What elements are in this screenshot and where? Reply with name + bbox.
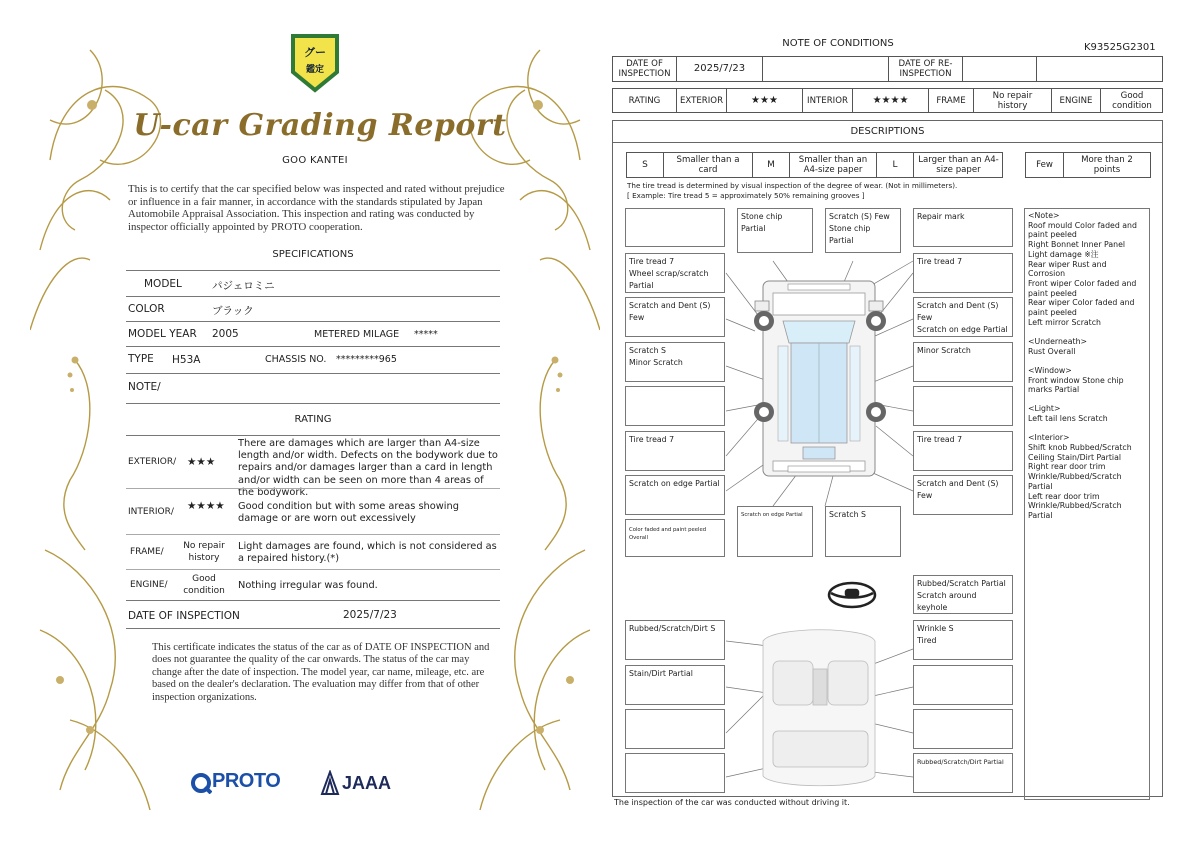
interior-description: Good condition but with some areas showing damage or are worn out excessively [238, 501, 459, 525]
condition-box-rear-edge: Scratch on edge Partial [737, 506, 813, 557]
condition-box-front-scratch: Scratch (S) Few Stone chip Partial [825, 208, 901, 253]
note-text: Shift knob Rubbed/Scratch Ceiling Stain/Dirt Partial Right rear door trim Wrinkle/Rubbed/Scratch Partial Left rear door trim Wrinkle/Rubbed/Scratch Partial [1028, 443, 1132, 520]
conditions-footer: The inspection of the car was conducted without driving it. [614, 798, 850, 807]
condition-box-rear-scratch: Scratch S [825, 506, 901, 557]
condition-box-right-rear-tire: Tire tread 7 [913, 431, 1013, 471]
frame-label: FRAME [929, 89, 974, 112]
divider [126, 534, 500, 535]
date-label: DATE OF INSPECTION [128, 610, 240, 622]
condition-box [625, 753, 725, 793]
empty-cell [763, 57, 889, 81]
legend-l-code: L [877, 153, 914, 177]
divider [126, 435, 500, 436]
tire-note-line-1: The tire tread is determined by visual inspection of the degree of wear. (Not in millimeters). [627, 181, 958, 190]
rating-label: RATING [613, 89, 677, 112]
condition-box-steering: Rubbed/Scratch Partial Scratch around keyhole [913, 575, 1013, 614]
frame-value: No repair history [183, 541, 225, 563]
type-value: H53A [172, 354, 201, 366]
condition-box [625, 709, 725, 749]
legend-few-desc: More than 2 points [1081, 155, 1133, 175]
descriptions-heading: DESCRIPTIONS [613, 121, 1162, 143]
note-label: NOTE/ [128, 381, 161, 393]
proto-logo-icon [190, 772, 212, 794]
engine-description: Nothing irregular was found. [238, 580, 378, 591]
chassis-label: CHASSIS NO. [265, 354, 327, 365]
certificate-subtitle: GOO KANTEI [282, 155, 348, 166]
divider [126, 569, 500, 570]
engine-label: ENGINE [1052, 89, 1101, 112]
exterior-stars: ★★★ [727, 89, 803, 112]
car-interior-icon [763, 630, 875, 786]
rating-row [612, 88, 1163, 113]
note-text: Rust Overall [1028, 346, 1076, 356]
note-text: Left tail lens Scratch [1028, 414, 1108, 424]
date-of-inspection-value: 2025/7/23 [677, 57, 763, 81]
notes-panel [1024, 208, 1150, 800]
car-top-view-icon [755, 281, 883, 476]
model-value: パジェロミニ [212, 280, 275, 292]
exterior-label: EXTERIOR [677, 89, 727, 112]
tire-note-line-2: [ Example: Tire tread 5 = approximately 50% remaining grooves ] [627, 190, 865, 200]
divider [126, 321, 500, 322]
note-text: Roof mould Color faded and paint peeled Right Bonnet Inner Panel Light damage ※注 Rear wiper Rust and Corrosion Front wiper Color faded and paint peeled Rear wiper Color faded and paint peeled Left mirror Scratch [1028, 220, 1137, 327]
divider [126, 628, 500, 629]
model-year-value: 2005 [212, 328, 239, 340]
note-heading: <Interior> [1028, 433, 1070, 443]
legend-m-code: M [753, 153, 790, 177]
re-inspection-value [963, 57, 1037, 81]
steering-wheel-icon [829, 583, 875, 607]
interior-stars: ★★★★ [853, 89, 929, 112]
note-of-conditions [612, 36, 1164, 816]
type-label: TYPE [128, 353, 154, 365]
model-year-label: MODEL YEAR [128, 328, 197, 340]
note-section [1028, 211, 1146, 327]
condition-box-left-mid: Scratch S Minor Scratch [625, 342, 725, 382]
note-heading: <Light> [1028, 404, 1061, 414]
note-section [1028, 366, 1146, 395]
condition-box-front-stone: Stone chip Partial [737, 208, 813, 253]
note-section [1028, 433, 1146, 520]
empty-cell [1037, 57, 1163, 81]
date-row [612, 56, 1163, 82]
condition-box [913, 665, 1013, 705]
divider [126, 373, 500, 374]
divider [126, 346, 500, 347]
interior-label: INTERIOR/ [128, 507, 174, 517]
exterior-description: There are damages which are larger than A4-size length and/or width. Defects on the bodywork due to repairs and/or damages larger than a card in length and/or width can be seen on more than 4 areas of the bodywork. [238, 438, 498, 498]
note-heading: <Window> [1028, 365, 1072, 375]
engine-label: ENGINE/ [130, 580, 168, 590]
re-inspection-label: DATE OF RE-INSPECTION [889, 57, 963, 81]
engine-value: Good condition [183, 574, 225, 596]
legend-s-desc: Smaller than a card [664, 153, 753, 177]
certificate-intro: This is to certify that the car specified below was inspected and rated without prejudice or influence in a fair manner, in accordance with the standards stipulated by Japan Automobile Appraisal Association. This inspection and rating was conducted by inspector officially appointed by PROTO cooperation. [128, 183, 505, 234]
certificate-title: U-car Grading Report [133, 108, 507, 143]
condition-box-left-rear-tire: Tire tread 7 [625, 431, 725, 471]
proto-logo: PROTO [212, 770, 281, 792]
condition-box-right-rear: Scratch and Dent (S) Few [913, 475, 1013, 515]
report-id: K93525G2301 [1084, 42, 1156, 53]
color-value: ブラック [212, 305, 254, 317]
condition-box [625, 386, 725, 426]
certificate-footer: This certificate indicates the status of the car as of DATE OF INSPECTION and does not guarantee the quality of the car onwards. The status of the car may change after the date of inspection. The model year, car name, mileage, etc. are based on the dealer's declaration. The evaluation may differ from that of other inspection organizations. [152, 642, 490, 703]
condition-box-interior-front: Rubbed/Scratch/Dirt S [625, 620, 725, 660]
frame-description: Light damages are found, which is not considered as a repaired history.(*) [238, 541, 497, 565]
condition-box-left-overall: Color faded and paint peeled Overall [625, 519, 725, 557]
jaaa-logo: JAAA [342, 773, 392, 793]
exterior-stars: ★★★ [187, 456, 216, 468]
legend-m-desc: Smaller than an A4-size paper [790, 153, 877, 177]
descriptions-panel [612, 120, 1163, 797]
divider [126, 403, 500, 404]
condition-box-interior-rear: Rubbed/Scratch/Dirt Partial [913, 753, 1013, 793]
note-heading: <Underneath> [1028, 336, 1088, 346]
grading-certificate [30, 30, 600, 820]
chassis-value: *********965 [336, 354, 397, 365]
specifications-heading: SPECIFICATIONS [272, 249, 354, 260]
metered-milage-value: ***** [414, 329, 438, 340]
condition-box-left-front-door: Scratch and Dent (S) Few [625, 297, 725, 337]
exterior-label: EXTERIOR/ [128, 457, 177, 467]
engine-value: Good condition [1112, 90, 1152, 111]
divider [126, 488, 500, 489]
condition-box-interior-seat: Wrinkle S Tired [913, 620, 1013, 660]
date-value: 2025/7/23 [343, 609, 397, 621]
legend-l-desc: Larger than an A4-size paper [918, 155, 999, 175]
condition-box-right-front-tire: Tire tread 7 [913, 253, 1013, 293]
condition-box-right-front-door: Scratch and Dent (S) Few Scratch on edge Partial [913, 297, 1013, 337]
condition-box [625, 208, 725, 247]
note-text: Front window Stone chip marks Partial [1028, 375, 1124, 395]
condition-box-repair: Repair mark [913, 208, 1013, 247]
legend-few-code: Few [1026, 153, 1064, 177]
badge-text: グー [304, 46, 326, 59]
legend-s-code: S [627, 153, 664, 177]
interior-stars: ★★★★ [187, 500, 225, 512]
jaaa-logo-icon [320, 770, 340, 796]
metered-milage-label: METERED MILAGE [314, 329, 400, 340]
color-label: COLOR [128, 303, 165, 315]
divider [126, 600, 500, 601]
rating-heading: RATING [294, 414, 332, 425]
condition-box-left-rear: Scratch on edge Partial [625, 475, 725, 515]
condition-box-left-front-tire: Tire tread 7 Wheel scrap/scratch Partial [625, 253, 725, 293]
frame-value: No repair history [974, 89, 1052, 112]
note-section [1028, 337, 1146, 356]
interior-label: INTERIOR [803, 89, 853, 112]
note-heading: <Note> [1028, 211, 1060, 220]
note-section [1028, 404, 1146, 423]
badge-text-2: 鑑定 [305, 65, 324, 75]
date-of-inspection-label: DATE OF INSPECTION [613, 57, 677, 81]
conditions-title: NOTE OF CONDITIONS [782, 38, 894, 49]
frame-label: FRAME/ [130, 547, 164, 557]
divider [126, 296, 500, 297]
condition-box [913, 709, 1013, 749]
condition-box-right-mid: Minor Scratch [913, 342, 1013, 382]
model-label: MODEL [144, 278, 182, 290]
divider [126, 270, 500, 271]
condition-box [913, 386, 1013, 426]
condition-box-interior-stain: Stain/Dirt Partial [625, 665, 725, 705]
